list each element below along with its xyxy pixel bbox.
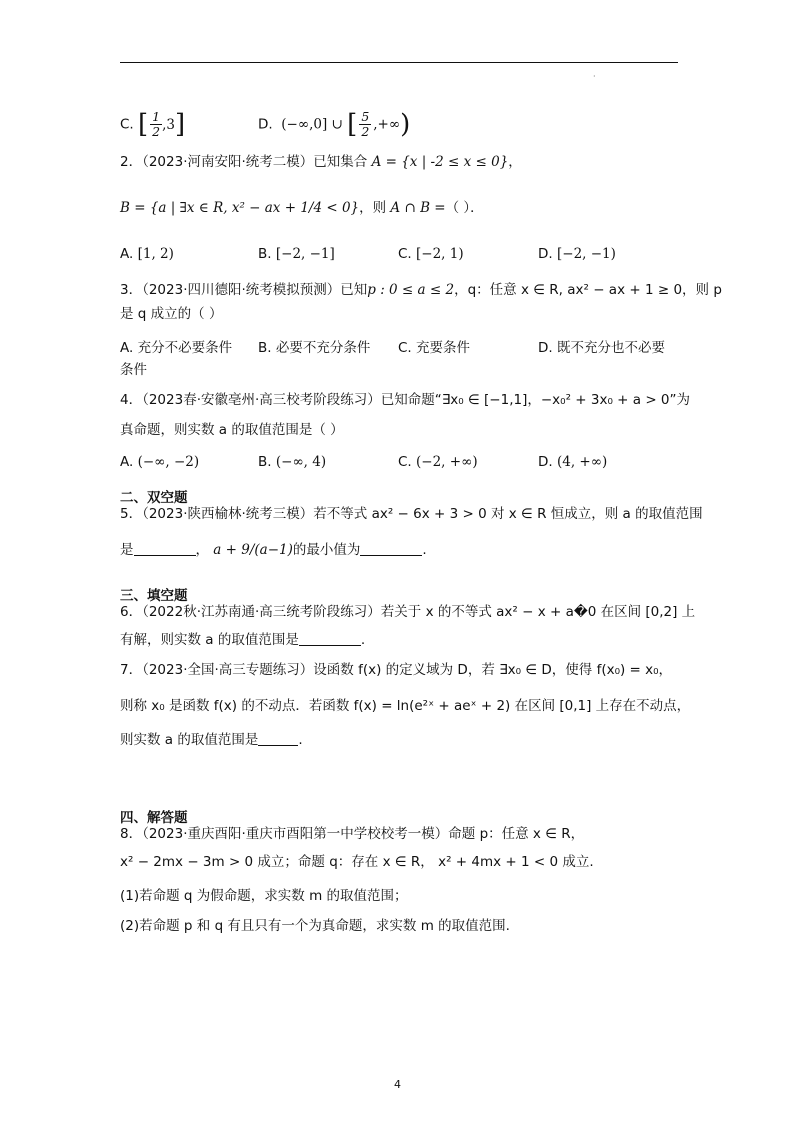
q7-line-3: 则实数 a 的取值范围是 . (120, 732, 303, 748)
q4-line-1: 4．（2023春·安徽亳州·高三校考阶段练习）已知命题“∃x₀ ∈ [−1,1]，−x₀² + 3x₀ + a > 0”为 (120, 392, 691, 408)
q3-line-1: 3．（2023·四川德阳·统考模拟预测）已知p : 0 ≤ a ≤ 2，q：任意 x ∈ R, ax² − ax + 1 ≥ 0，则 p (120, 282, 722, 298)
q1-option-d: D. (−∞,0] ∪ [ $\frac{5}{2}$ ,+∞) (258, 109, 411, 140)
q6-blank[interactable] (299, 631, 361, 646)
q4-option-c: C. (−2, +∞) (398, 454, 478, 470)
q7-line-2: 则称 x₀ 是函数 f(x) 的不动点．若函数 f(x) = ln(e²ˣ + aeˣ + 2) 在区间 [0,1] 上存在不动点， (120, 698, 691, 714)
q3-option-d: D. 既不充分也不必要 (538, 340, 665, 356)
q8-subquestion-2: (2)若命题 p 和 q 有且只有一个为真命题，求实数 m 的取值范围. (120, 918, 510, 934)
option-label: D. (258, 116, 273, 133)
q3-option-c: C. 充要条件 (398, 340, 471, 356)
q7-line-1: 7．（2023·全国·高三专题练习）设函数 f(x) 的定义域为 D，若 ∃x₀ ∈ D，使得 f(x₀) = x₀， (120, 662, 673, 678)
q4-line-2: 真命题，则实数 a 的取值范围是（ ） (120, 422, 344, 438)
q8-subquestion-1: (1)若命题 q 为假命题，求实数 m 的取值范围； (120, 888, 408, 904)
q6-line-2: 有解，则实数 a 的取值范围是 . (120, 632, 366, 648)
option-label: C. (120, 116, 134, 133)
q4-option-d: D. (4, +∞) (538, 454, 608, 470)
q4-option-b: B. (−∞, 4) (258, 454, 327, 470)
q2-line-1: 2．（2023·河南安阳·统考二模）已知集合 A = {x | -2 ≤ x ≤ 0}， (120, 154, 522, 170)
q2-option-c: C. [−2, 1) (398, 246, 464, 262)
q4-option-a: A. (−∞, −2) (120, 454, 200, 470)
q3-option-d-wrap: 条件 (120, 362, 147, 378)
q2-line-2: B = {a | ∃x ∈ R, x² − ax + 1/4 < 0}，则 A ∩ B =（ ）． (120, 200, 484, 216)
q5-blank-2[interactable] (360, 541, 422, 556)
page-number: 4 (394, 1078, 401, 1091)
q5-line-1: 5．（2023·陕西榆林·统考三模）若不等式 ax² − 6x + 3 > 0 对 x ∈ R 恒成立，则 a 的取值范围 (120, 506, 703, 522)
header-rule (120, 62, 678, 63)
q3-option-a: A. 充分不必要条件 (120, 340, 233, 356)
section-heading-3: 三、填空题 (120, 588, 188, 604)
section-heading-4: 四、解答题 (120, 810, 188, 826)
q5-blank-1[interactable] (134, 541, 196, 556)
q2-option-d: D. [−2, −1) (538, 246, 616, 262)
q8-line-1: 8．（2023·重庆酉阳·重庆市酉阳第一中学校校考一模）命题 p：任意 x ∈ R， (120, 826, 585, 842)
q2-option-b: B. [−2, −1] (258, 246, 335, 262)
q8-line-2: x² − 2mx − 3m > 0 成立；命题 q：存在 x ∈ R， x² + 4mx + 1 < 0 成立. (120, 854, 594, 870)
q3-option-b: B. 必要不充分条件 (258, 340, 371, 356)
q2-option-a: A. [1, 2) (120, 246, 174, 262)
header-dot: · (593, 72, 596, 81)
q3-line-2: 是 q 成立的（ ） (120, 306, 223, 322)
q6-line-1: 6．（2022秋·江苏南通·高三统考阶段练习）若关于 x 的不等式 ax² − x + a�0 在区间 [0,2] 上 (120, 604, 696, 620)
q7-blank[interactable] (258, 731, 298, 746)
q1-option-c: C. [ $\frac{1}{2}$ ,3] (120, 109, 186, 140)
section-heading-2: 二、双空题 (120, 490, 188, 506)
q5-line-2: 是 ， a + 9/(a−1)的最小值为 . (120, 542, 427, 558)
